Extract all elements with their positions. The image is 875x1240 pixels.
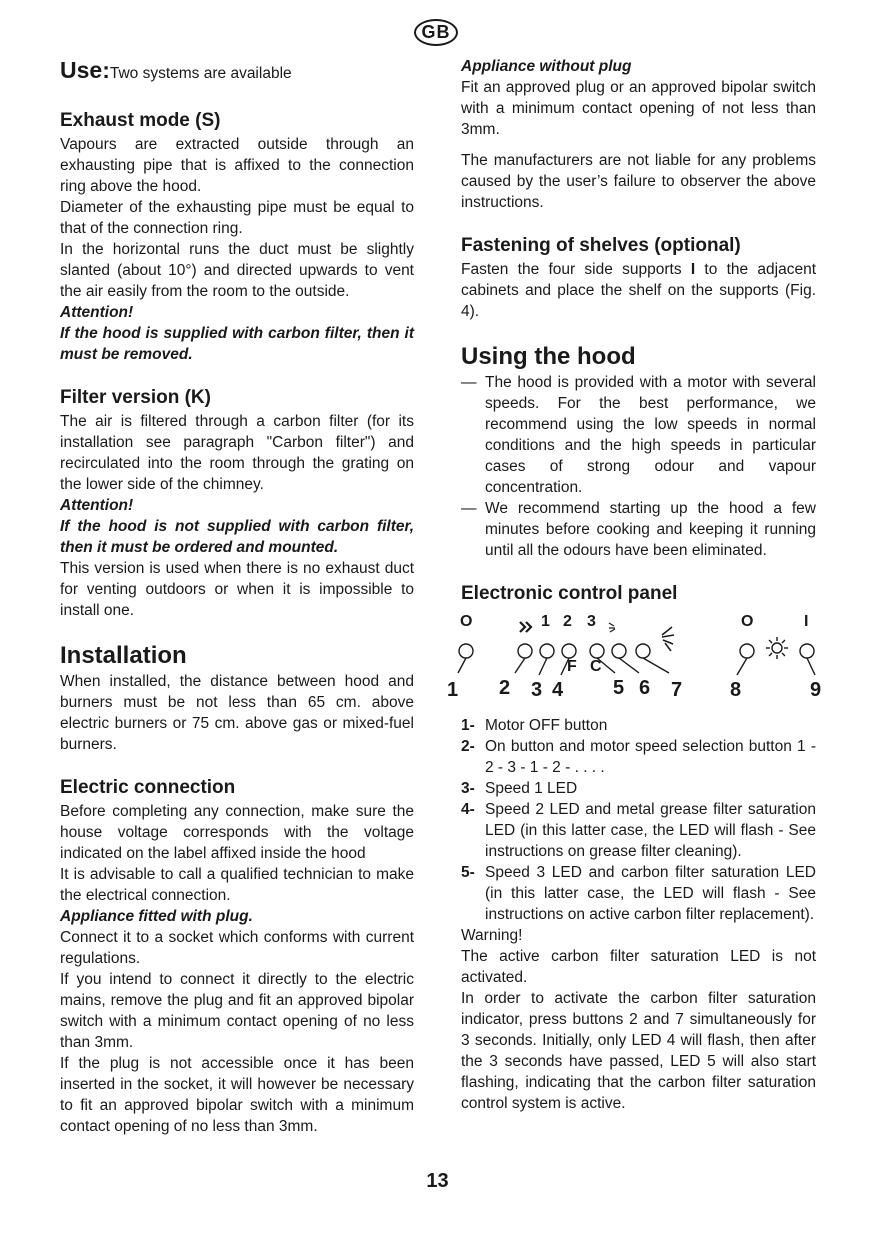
label-speed-3: 3 bbox=[587, 613, 596, 630]
callout-1: 1 bbox=[447, 679, 459, 701]
installation-heading: Installation bbox=[60, 642, 187, 669]
use-heading bbox=[60, 56, 414, 88]
panel-heading: Electronic control panel bbox=[461, 583, 678, 604]
button-7-icon bbox=[636, 644, 650, 658]
language-badge: GB bbox=[414, 19, 458, 46]
callout-6: 6 bbox=[639, 677, 651, 699]
led-4-icon bbox=[562, 644, 576, 658]
installation-paragraph: When installed, the distance between hood and burners must be not less than 65 cm. above electric burners or 75 cm. above gas or mixed-fuel burners. bbox=[60, 673, 414, 753]
list-item: 1- Motor OFF button bbox=[461, 717, 608, 734]
electric-paragraph-5: If the plug is not accessible once it has been inserted in the socket, it will however be necessary to fit an approved bipolar switch with a minimum contact opening of no less than 3mm. bbox=[60, 1055, 414, 1135]
list-item: 3- Speed 1 LED bbox=[461, 780, 578, 797]
legend-warning: Warning! bbox=[461, 927, 523, 944]
shelves-heading: Fastening of shelves (optional) bbox=[461, 235, 741, 256]
noplug-paragraph-2: The manufacturers are not liable for any problems caused by the user’s failure to observer the above instructions. bbox=[461, 152, 816, 211]
left-column bbox=[60, 56, 414, 1137]
callout-2: 2 bbox=[499, 677, 511, 699]
list-item: 4- Speed 2 LED and metal grease filter saturation LED (in this latter case, the LED will flash - See instructions on grease filter cleaning). bbox=[461, 801, 816, 860]
label-light-on: I bbox=[804, 613, 809, 630]
list-item: 5- Speed 3 LED and carbon filter saturation LED (in this latter case, the LED will flash - See instructions on active carbon filter replacement). bbox=[461, 864, 816, 923]
led-5-icon bbox=[590, 644, 604, 658]
filter-paragraph-1: The air is filtered through a carbon filter (for its installation see paragraph "Carbon filter") and recirculated into the room through the grating on the lower side of the chimney. bbox=[60, 413, 414, 493]
plug-heading: Appliance fitted with plug. bbox=[60, 908, 253, 925]
page-number: 13 bbox=[426, 1170, 449, 1192]
filter-heading: Filter version (K) bbox=[60, 387, 211, 408]
label-carbon-filter: C bbox=[590, 658, 602, 675]
using-heading: Using the hood bbox=[461, 343, 636, 370]
callout-4: 4 bbox=[552, 679, 564, 701]
label-speed-2: 2 bbox=[563, 613, 572, 630]
electric-paragraph-3: Connect it to a socket which conforms with current regulations. bbox=[60, 929, 414, 967]
callout-5: 5 bbox=[613, 677, 625, 699]
label-speed-1: 1 bbox=[541, 613, 550, 630]
button-8-icon bbox=[740, 644, 754, 658]
label-light-off: O bbox=[741, 613, 754, 630]
panel-legend bbox=[461, 715, 816, 925]
label-off: O bbox=[460, 613, 473, 630]
list-item: — The hood is provided with a motor with several speeds. For the best performance, we recommend using the low speeds in normal conditions and the high speeds in particular cases of strong odour and vapour concentration. bbox=[461, 372, 816, 498]
list-item: — We recommend starting up the hood a few minutes before cooking and keeping it running until all the odours have been eliminated. bbox=[461, 498, 816, 561]
callout-3: 3 bbox=[531, 679, 543, 701]
noplug-heading: Appliance without plug bbox=[461, 58, 632, 75]
exhaust-warning: If the hood is supplied with carbon filter, then it must be removed. bbox=[60, 325, 414, 363]
callout-7: 7 bbox=[671, 679, 683, 701]
label-grease-filter: F bbox=[567, 658, 577, 675]
button-6-icon bbox=[612, 644, 626, 658]
use-title: Use: bbox=[60, 57, 110, 83]
exhaust-attention: Attention! bbox=[60, 304, 134, 321]
control-panel-diagram bbox=[447, 615, 827, 715]
legend-paragraph-2: In order to activate the carbon filter saturation indicator, press buttons 2 and 7 simultaneously for 3 seconds. Initially, only LED 4 will flash, then after the 3 seconds have passed, LED 5 will also start flashing, indicating that the carbon filter saturation control system is active. bbox=[461, 990, 816, 1112]
filter-paragraph-2: This version is used when there is no exhaust duct for venting outdoors or when it is impossible to install one. bbox=[60, 560, 414, 619]
led-3-icon bbox=[540, 644, 554, 658]
noplug-paragraph-1: Fit an approved plug or an approved bipolar switch with a minimum contact opening of not less than 3mm. bbox=[461, 79, 816, 138]
electric-paragraph-4: If you intend to connect it directly to the electric mains, remove the plug and fit an approved bipolar switch with a minimum contact opening of no less than 3mm. bbox=[60, 971, 414, 1051]
filter-warning: If the hood is not supplied with carbon filter, then it must be ordered and mounted. bbox=[60, 518, 414, 556]
callout-9: 9 bbox=[810, 679, 822, 701]
exhaust-paragraph-3: In the horizontal runs the duct must be slightly slanted (about 10°) and directed upwards to vent the air easily from the room to the outside. bbox=[60, 241, 414, 300]
exhaust-paragraph-1: Vapours are extracted outside through an exhausting pipe that is affixed to the connection ring above the hood. bbox=[60, 136, 414, 195]
use-subtitle: Two systems are available bbox=[109, 65, 292, 82]
using-list bbox=[461, 372, 816, 561]
callout-8: 8 bbox=[730, 679, 742, 701]
exhaust-heading: Exhaust mode (S) bbox=[60, 110, 221, 131]
button-1-icon bbox=[459, 644, 473, 658]
button-2-icon bbox=[518, 644, 532, 658]
shelves-paragraph: Fasten the four side supports I to the adjacent cabinets and place the shelf on the supports (Fig. 4). bbox=[461, 261, 816, 320]
exhaust-paragraph-2: Diameter of the exhausting pipe must be equal to that of the connection ring. bbox=[60, 199, 414, 237]
electric-paragraph-1: Before completing any connection, make sure the house voltage corresponds with the voltage indicated on the label affixed inside the hood bbox=[60, 803, 414, 862]
control-panel-drawing bbox=[447, 615, 827, 715]
right-column bbox=[447, 56, 822, 1114]
list-item: 2- On button and motor speed selection button 1 - 2 - 3 - 1 - 2 - . . . . bbox=[461, 738, 816, 776]
legend-paragraph-1: The active carbon filter saturation LED is not activated. bbox=[461, 948, 816, 986]
button-9-icon bbox=[800, 644, 814, 658]
electric-paragraph-2: It is advisable to call a qualified technician to make the electrical connection. bbox=[60, 866, 414, 904]
filter-attention: Attention! bbox=[60, 497, 134, 514]
electric-heading: Electric connection bbox=[60, 777, 236, 798]
